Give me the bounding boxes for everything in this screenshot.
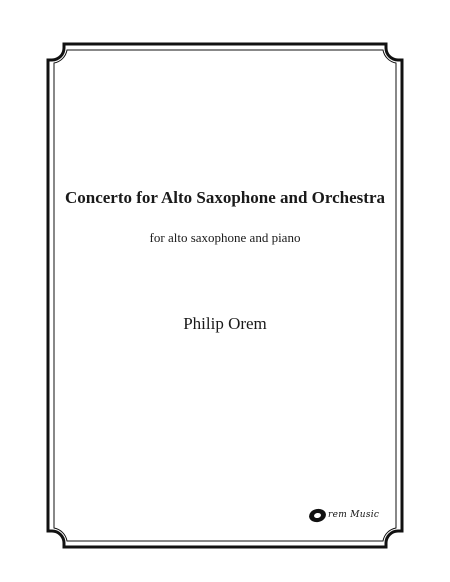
piece-title: Concerto for Alto Saxophone and Orchestra	[64, 188, 385, 207]
publisher-logo	[309, 505, 379, 525]
orem-music-logo-icon	[308, 507, 327, 523]
instrumentation-subtitle: for alto saxophone and piano	[149, 230, 301, 245]
composer-name: Philip Orem	[183, 314, 267, 333]
publisher-logo-text: rem Music	[328, 510, 380, 520]
